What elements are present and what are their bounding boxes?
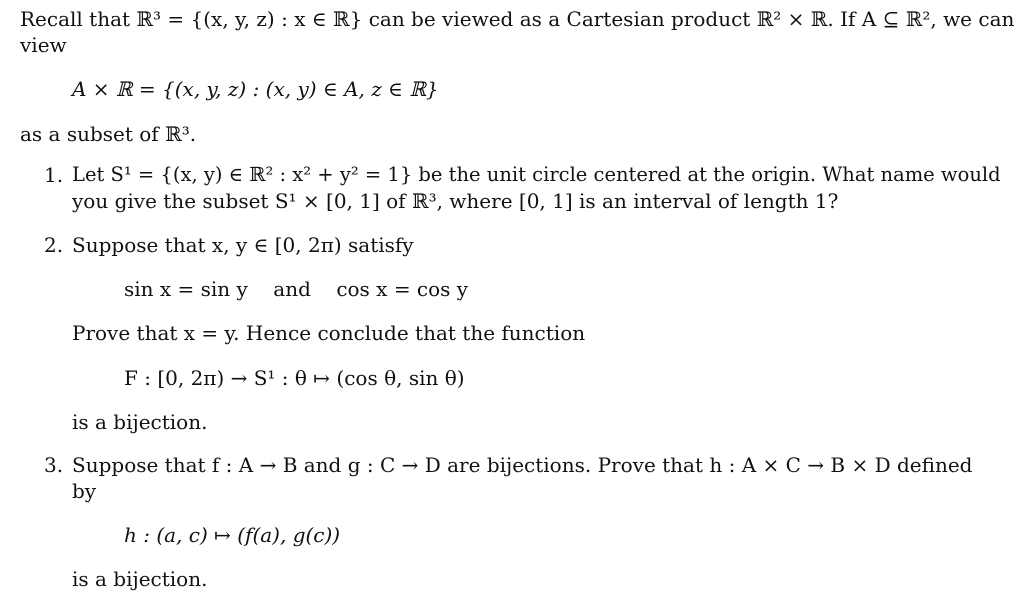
item-3-display: h : (a, c) ↦ (f(a), g(c)) [124, 523, 341, 547]
item-1-line-2: you give the subset S¹ × [0, 1] of ℝ³, where [0, 1] is an interval of length 1? [72, 189, 839, 213]
intro-display-equation: A × ℝ = {(x, y, z) : (x, y) ∈ A, z ∈ ℝ} [72, 77, 439, 101]
item-1-number: 1. [44, 163, 64, 187]
item-2-display-1: sin x = sin y and cos x = cos y [124, 277, 469, 301]
intro-line-3: as a subset of ℝ³. [20, 122, 197, 146]
intro-line-2: view [20, 33, 67, 57]
intro-line-1: Recall that ℝ³ = {(x, y, z) : x ∈ ℝ} can be viewed as a Cartesian product ℝ² × ℝ. If A ⊆ ℝ², we can [20, 7, 1015, 31]
item-2-line-2: Prove that x = y. Hence conclude that the function [72, 321, 586, 345]
item-2-line-3: is a bijection. [72, 410, 208, 434]
item-3-line-3: is a bijection. [72, 567, 208, 591]
item-2-display-2: F : [0, 2π) → S¹ : θ ↦ (cos θ, sin θ) [124, 366, 465, 390]
item-2-line-1: Suppose that x, y ∈ [0, 2π) satisfy [72, 233, 414, 257]
item-3-line-1: Suppose that f : A → B and g : C → D are bijections. Prove that h : A × C → B × D defined [72, 453, 973, 477]
item-3-line-2: by [72, 479, 97, 503]
item-3-number: 3. [44, 453, 64, 477]
item-2-number: 2. [44, 233, 64, 257]
item-1-line-1: Let S¹ = {(x, y) ∈ ℝ² : x² + y² = 1} be the unit circle centered at the origin. What name would [72, 163, 1001, 186]
